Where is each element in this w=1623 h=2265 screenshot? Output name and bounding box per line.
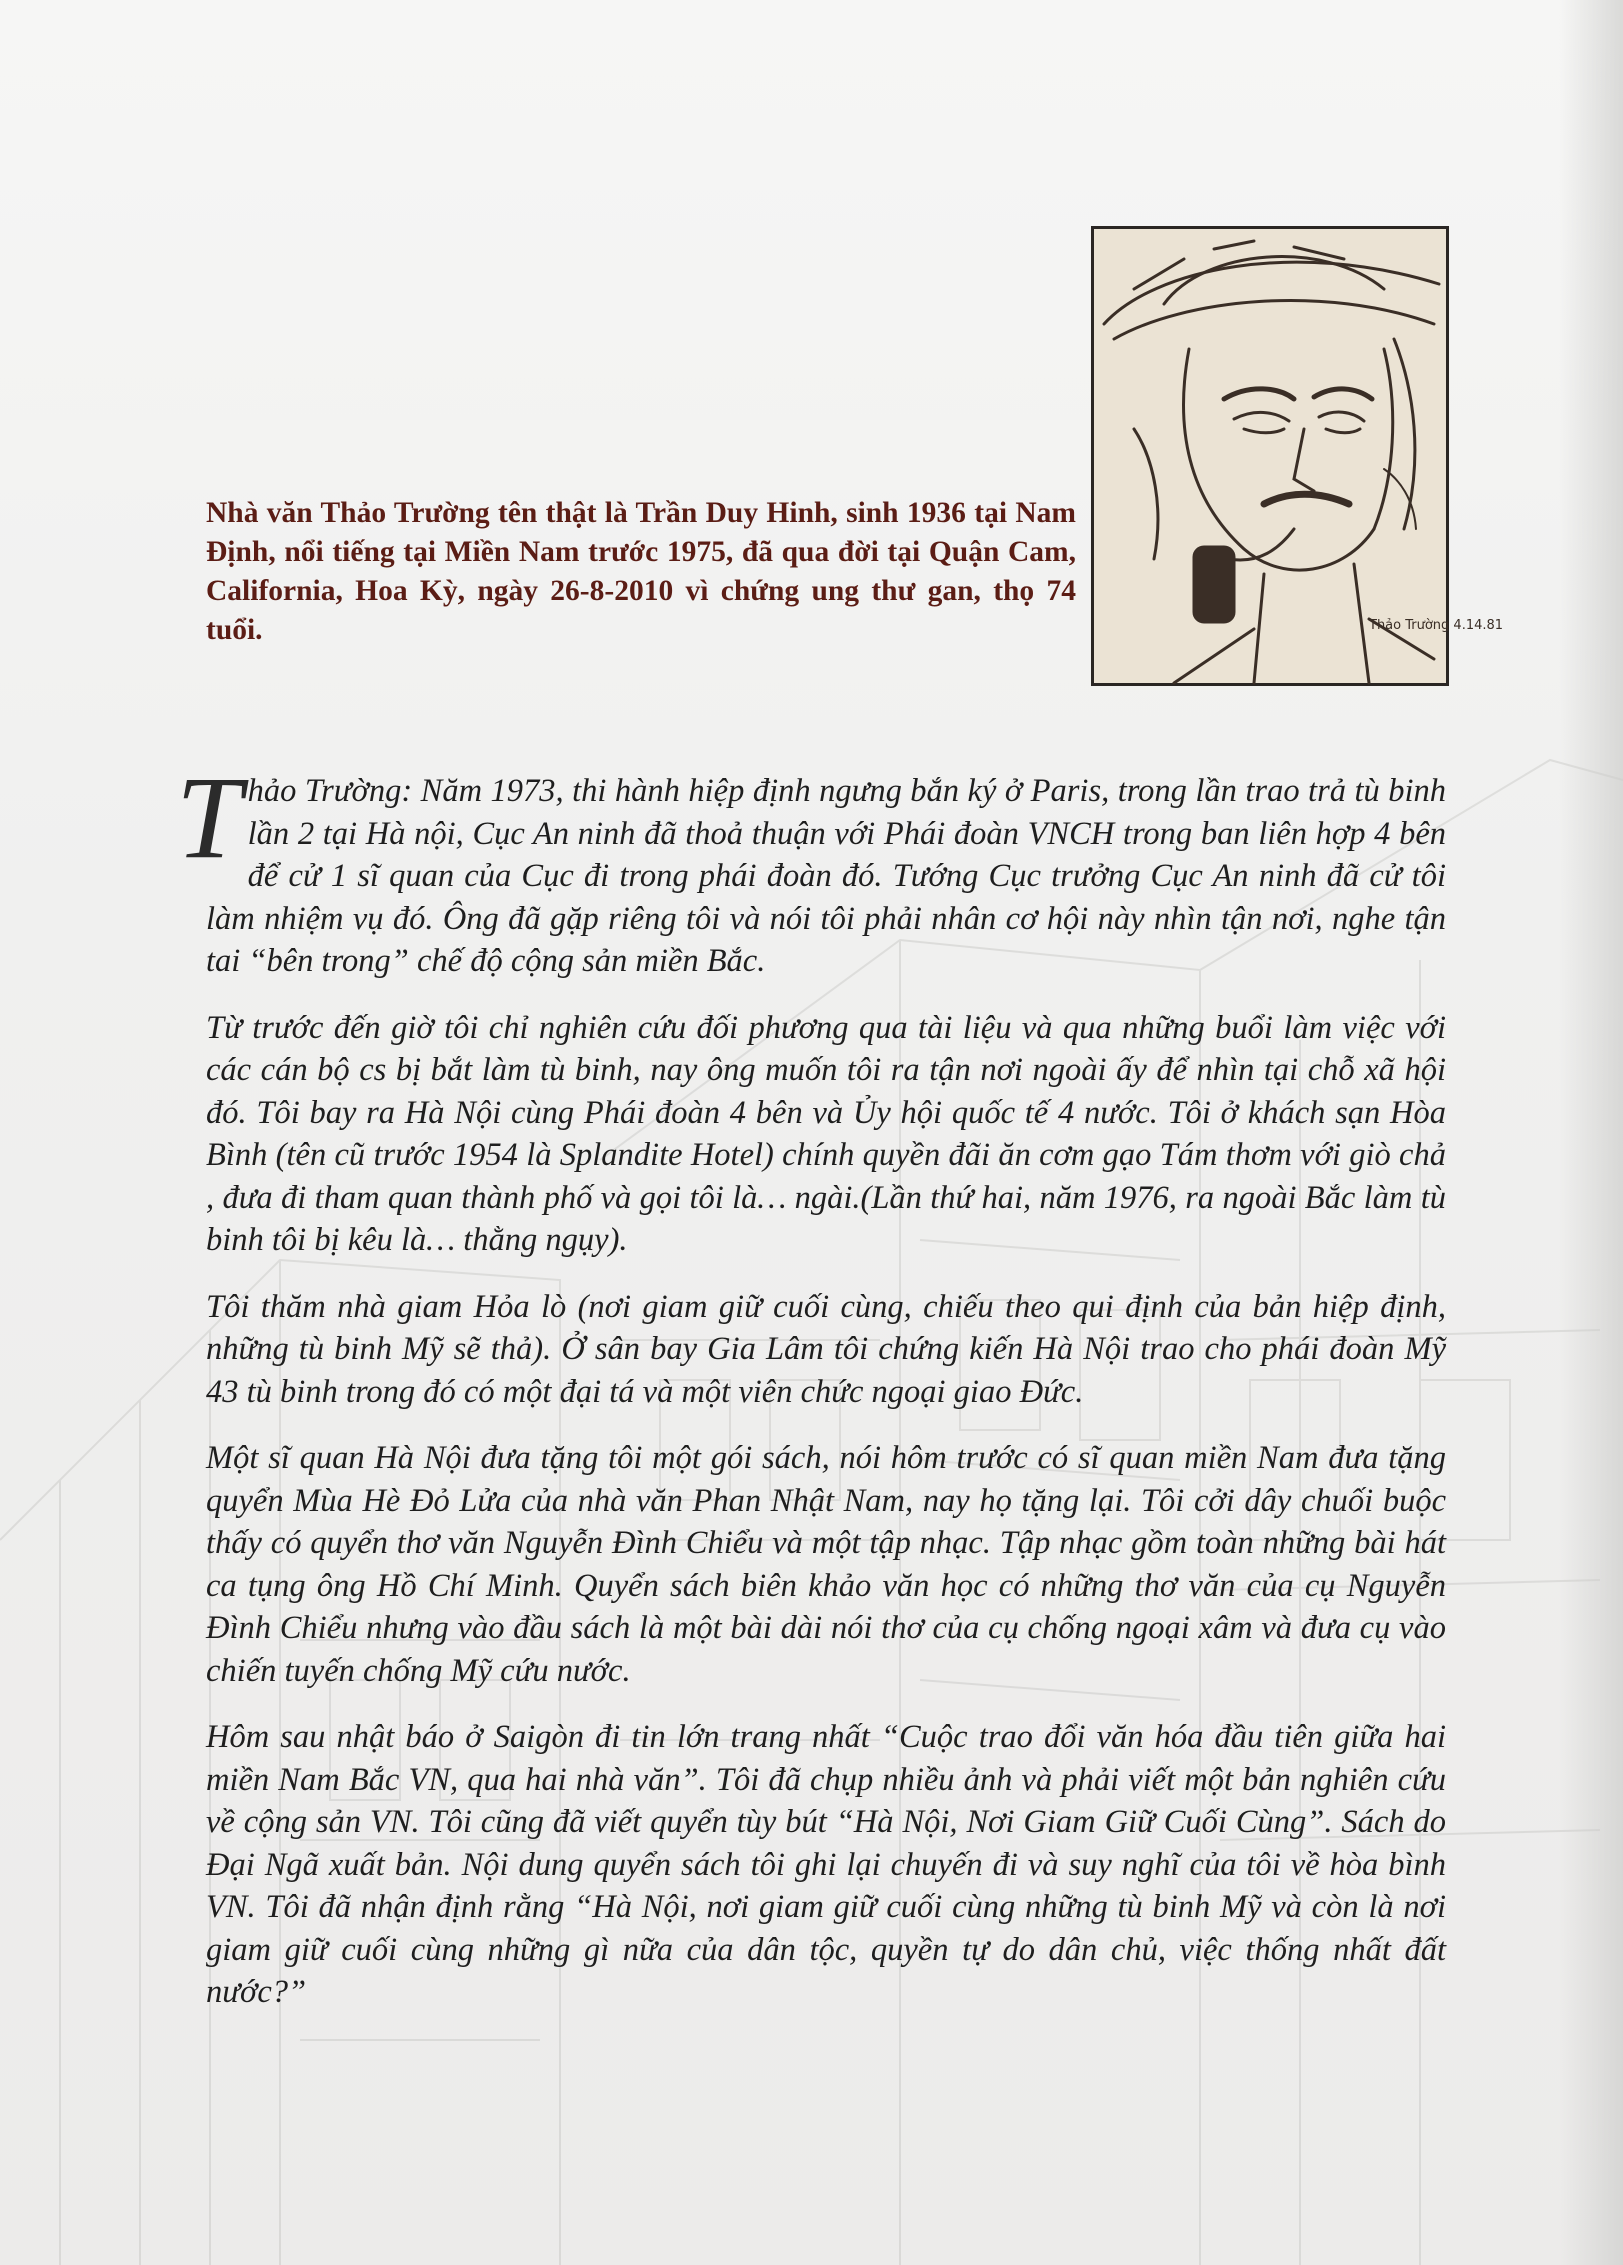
paragraph-1-text: hảo Trường: Năm 1973, thi hành hiệp định ngưng bắn ký ở Paris, trong lần trao trả tù binh lần 2 tại Hà nội, Cục An ninh đã thoả thuận với Phái đoàn VNCH trong ban liên hợp 4 bên để cử 1 sĩ quan của Cục đi trong phái đoàn đó. Tướng Cục trưởng Cục An ninh đã cử tôi làm nhiệm vụ đó. Ông đã gặp riêng tôi và nói tôi phải nhân cơ hội này nhìn tận nơi, nghe tận tai “bên trong” chế độ cộng sản miền Bắc.	[206, 773, 1446, 979]
drop-cap: T	[176, 752, 242, 883]
paragraph-1	[176, 752, 1446, 983]
article-body	[176, 752, 1446, 2038]
paragraph-5: Hôm sau nhật báo ở Saigòn đi tin lớn trang nhất “Cuộc trao đổi văn hóa đầu tiên giữa hai miền Nam Bắc VN, qua hai nhà văn”. Tôi đã chụp nhiều ảnh và phải viết một bản nghiên cứu về cộng sản VN. Tôi cũng đã viết quyển tùy bút “Hà Nội, Nơi Giam Giữ Cuối Cùng”. Sách do Đại Ngã xuất bản. Nội dung quyển sách tôi ghi lại chuyến đi và suy nghĩ của tôi về hòa bình VN. Tôi đã nhận định rằng “Hà Nội, nơi giam giữ cuối cùng những tù binh Mỹ và còn là nơi giam giữ cuối cùng những gì nữa của dân tộc, quyền tự do dân chủ, việc thống nhất đất nước?”	[206, 1719, 1446, 2010]
author-bio-caption: Nhà văn Thảo Trường tên thật là Trần Duy Hinh, sinh 1936 tại Nam Định, nổi tiếng tại Miền Nam trước 1975, đã qua đời tại Quận Cam, California, Hoa Kỳ, ngày 26-8-2010 vì chứng ung thư gan, thọ 74 tuổi.	[206, 497, 1076, 646]
author-portrait-sketch	[1091, 226, 1504, 686]
page-edge-shadow	[1559, 0, 1623, 2265]
portrait-signature: Thảo Trường 4.14.81	[1369, 618, 1504, 633]
paragraph-2: Từ trước đến giờ tôi chỉ nghiên cứu đối phương qua tài liệu và qua những buổi làm việc với các cán bộ cs bị bắt làm tù binh, nay ông muốn tôi ra tận nơi ngoài ấy để nhìn tại chỗ xã hội đó. Tôi bay ra Hà Nội cùng Phái đoàn 4 bên và Ủy hội quốc tế 4 nước. Tôi ở khách sạn Hòa Bình (tên cũ trước 1954 là Splandite Hotel) chính quyền đãi ăn cơm gạo Tám thơm với giò chả , đưa đi tham quan thành phố và gọi tôi là… ngài.(Lần thứ hai, năm 1976, ra ngoài Bắc làm tù binh tôi bị kêu là… thằng ngụy).	[206, 1009, 1446, 1258]
portrait-drawing	[1094, 229, 1504, 683]
paragraph-3: Tôi thăm nhà giam Hỏa lò (nơi giam giữ cuối cùng, chiếu theo qui định của bản hiệp định, những tù binh Mỹ sẽ thả). Ở sân bay Gia Lâm tôi chứng kiến Hà Nội trao cho phái đoàn Mỹ 43 tù binh trong đó có một đại tá và một viên chức ngoại giao Đức.	[206, 1288, 1446, 1410]
paragraph-4: Một sĩ quan Hà Nội đưa tặng tôi một gói sách, nói hôm trước có sĩ quan miền Nam đưa tặng quyển Mùa Hè Đỏ Lửa của nhà văn Phan Nhật Nam, nay họ tặng lại. Tôi cởi dây chuối buộc thấy có quyển thơ văn Nguyễn Đình Chiểu và một tập nhạc. Tập nhạc gồm toàn những bài hát ca tụng ông Hồ Chí Minh. Quyển sách biên khảo văn học có những thơ văn của cụ Nguyễn Đình Chiểu nhưng vào đầu sách là một bài dài nói thơ của cụ chống ngoại xâm và đưa cụ vào chiến tuyến chống Mỹ cứu nước.	[206, 1440, 1446, 1689]
